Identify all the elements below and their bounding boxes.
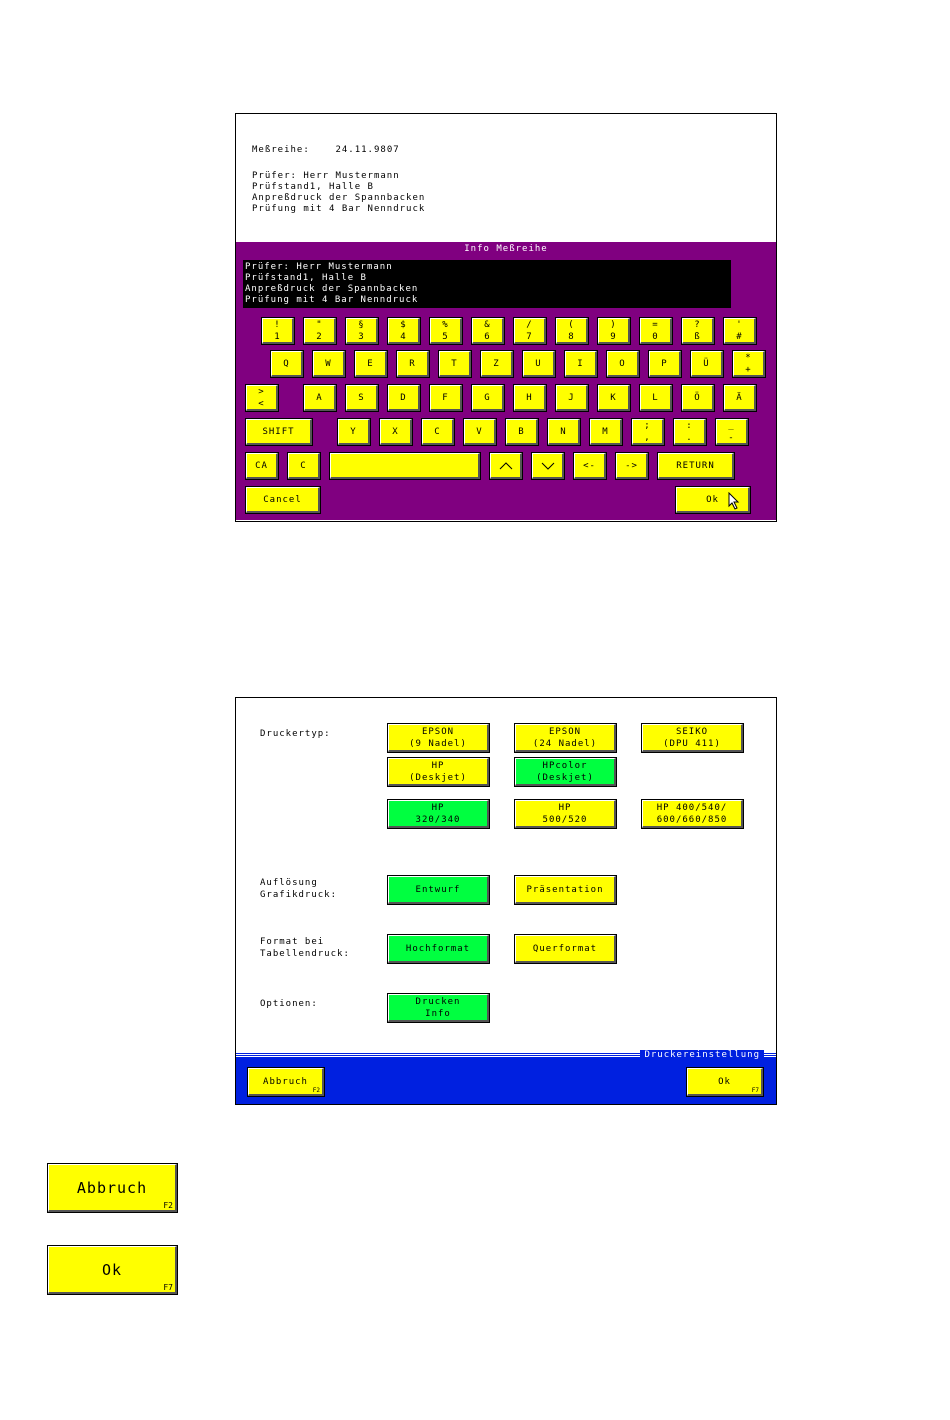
button-line: (Deskjet) (536, 772, 594, 783)
printer-epson-24-button[interactable] (515, 724, 616, 752)
arrow-down-icon (541, 462, 555, 470)
bar-title: Druckereinstellung (640, 1050, 764, 1060)
cancel-button[interactable]: Cancel (246, 487, 320, 513)
key-x[interactable]: X (380, 419, 412, 445)
key-ue[interactable]: Ü (691, 351, 723, 377)
key-3[interactable] (346, 318, 378, 344)
key-arrow-left[interactable]: <- (574, 453, 606, 479)
key-period[interactable] (674, 419, 706, 445)
key-w[interactable]: W (313, 351, 345, 377)
button-line: (24 Nadel) (532, 738, 598, 749)
printer-hpcolor-deskjet-button[interactable] (515, 758, 616, 786)
key-arrow-down[interactable] (532, 453, 564, 479)
key-0[interactable] (640, 318, 672, 344)
resolution-label: Grafikdruck: (260, 890, 338, 900)
key-shift-char: & (484, 319, 491, 330)
key-7[interactable] (514, 318, 546, 344)
button-line: 500/520 (542, 814, 588, 825)
key-plus[interactable] (733, 351, 765, 377)
arrow-up-icon (499, 462, 513, 470)
key-q[interactable]: Q (271, 351, 303, 377)
portrait-button[interactable]: Hochformat (388, 935, 489, 963)
info-line: Anpreßdruck der Spannbacken (252, 193, 426, 203)
options-label: Optionen: (260, 999, 318, 1009)
print-info-button[interactable] (388, 994, 489, 1022)
key-2[interactable] (304, 318, 336, 344)
key-hash[interactable] (724, 318, 756, 344)
key-char: 9 (610, 331, 617, 342)
button-line: (Deskjet) (409, 772, 467, 783)
key-c[interactable]: C (422, 419, 454, 445)
key-i[interactable]: I (565, 351, 597, 377)
key-d[interactable]: D (388, 385, 420, 411)
key-char: 5 (442, 331, 449, 342)
button-line: HP 400/540/ (656, 802, 728, 813)
key-shift-char: $ (400, 319, 407, 330)
key-u[interactable]: U (523, 351, 555, 377)
text-display[interactable] (243, 260, 731, 308)
key-p[interactable]: P (649, 351, 681, 377)
keyboard-dialog (235, 113, 777, 522)
key-shift-char: / (526, 319, 533, 330)
key-char: < (258, 398, 265, 409)
key-char: 3 (358, 331, 365, 342)
key-b[interactable]: B (506, 419, 538, 445)
button-line: SEIKO (675, 726, 709, 737)
button-line: HPcolor (542, 760, 588, 771)
draft-button[interactable]: Entwurf (388, 876, 489, 904)
abort-label: Abbruch (263, 1076, 308, 1087)
key-shift-char: ? (694, 319, 701, 330)
button-line: HP (431, 760, 445, 771)
key-f[interactable]: F (430, 385, 462, 411)
key-char: 8 (568, 331, 575, 342)
key-shift-char: § (358, 319, 365, 330)
key-a[interactable]: A (304, 385, 336, 411)
key-oe[interactable]: Ö (682, 385, 714, 411)
key-shift-char: _ (728, 420, 735, 431)
ok-label: Ok (101, 1260, 123, 1279)
key-arrow-up[interactable] (490, 453, 522, 479)
printer-settings-dialog (235, 697, 777, 1105)
key-shift-char: % (442, 319, 449, 330)
key-char: # (736, 331, 743, 342)
key-shift-char: = (652, 319, 659, 330)
button-line: (9 Nadel) (409, 738, 467, 749)
button-line: 320/340 (415, 814, 461, 825)
key-shift-char: : (686, 420, 693, 431)
key-char: + (745, 364, 752, 375)
key-y[interactable]: Y (338, 419, 370, 445)
printer-hp-500-520-button[interactable] (515, 800, 616, 828)
key-shift-char: ) (610, 319, 617, 330)
ok-label: Ok (706, 494, 719, 505)
printer-epson-9-button[interactable] (388, 724, 489, 752)
key-shift-char: ' (736, 319, 743, 330)
button-line: Drucken (415, 996, 461, 1007)
key-char: 1 (274, 331, 281, 342)
format-label: Tabellendruck: (260, 949, 350, 959)
function-key-label: F2 (163, 1201, 173, 1210)
ok-label: Ok (718, 1076, 731, 1087)
key-char: - (728, 432, 735, 443)
key-k[interactable]: K (598, 385, 630, 411)
presentation-button[interactable]: Präsentation (515, 876, 616, 904)
key-char: 0 (652, 331, 659, 342)
status-bar (236, 1052, 776, 1104)
key-m[interactable]: M (590, 419, 622, 445)
button-line: HP (558, 802, 572, 813)
key-shift-char: " (316, 319, 323, 330)
key-v[interactable]: V (464, 419, 496, 445)
printer-hp-320-340-button[interactable] (388, 800, 489, 828)
key-h[interactable]: H (514, 385, 546, 411)
button-line: EPSON (421, 726, 455, 737)
key-char: . (686, 432, 693, 443)
onscreen-keyboard (236, 242, 776, 520)
abort-label: Abbruch (76, 1178, 148, 1197)
key-r[interactable]: R (397, 351, 429, 377)
key-shift-char: * (745, 352, 752, 363)
shift-key[interactable]: SHIFT (246, 419, 312, 445)
display-line: Prüfung mit 4 Bar Nenndruck (245, 295, 419, 305)
info-line: Prüfstand1, Halle B (252, 182, 374, 192)
ok-button[interactable] (687, 1068, 763, 1096)
key-e[interactable]: E (355, 351, 387, 377)
key-shift-char: ( (568, 319, 575, 330)
key-arrow-right[interactable]: -> (616, 453, 648, 479)
button-line: EPSON (548, 726, 582, 737)
function-key-label: F7 (751, 1087, 759, 1094)
return-key[interactable]: RETURN (658, 453, 734, 479)
button-line: Info (425, 1008, 451, 1019)
display-line: Anpreßdruck der Spannbacken (245, 284, 419, 294)
mouse-cursor-icon (728, 492, 740, 510)
key-comma[interactable] (632, 419, 664, 445)
resolution-label: Auflösung (260, 878, 318, 888)
ok-button-large[interactable] (48, 1246, 177, 1294)
series-header (252, 145, 400, 156)
key-eszett[interactable] (682, 318, 714, 344)
clear-key[interactable]: C (288, 453, 320, 479)
key-ae[interactable]: Ä (724, 385, 756, 411)
key-minus[interactable] (716, 419, 748, 445)
abort-button[interactable] (248, 1068, 324, 1096)
key-t[interactable]: T (439, 351, 471, 377)
space-key[interactable] (330, 453, 480, 479)
key-shift-char: ; (644, 420, 651, 431)
key-char: 4 (400, 331, 407, 342)
format-label: Format bei (260, 937, 325, 947)
display-line: Prüfer: Herr Mustermann (245, 262, 393, 272)
key-char: 6 (484, 331, 491, 342)
key-z[interactable]: Z (481, 351, 513, 377)
key-char: , (644, 432, 651, 443)
series-label: Meßreihe: (252, 145, 310, 155)
button-line: 600/660/850 (656, 814, 728, 825)
keyboard-title: Info Meßreihe (464, 244, 548, 254)
key-j[interactable]: J (556, 385, 588, 411)
button-line: (DPU 411) (663, 738, 721, 749)
key-g[interactable]: G (472, 385, 504, 411)
button-line: HP (431, 802, 445, 813)
info-line: Prüfer: Herr Mustermann (252, 171, 400, 181)
key-char: ß (694, 331, 701, 342)
ok-button[interactable] (676, 487, 750, 513)
clear-all-key[interactable]: CA (246, 453, 278, 479)
key-n[interactable]: N (548, 419, 580, 445)
key-4[interactable] (388, 318, 420, 344)
printer-hp-400-850-button[interactable] (642, 800, 743, 828)
info-line: Prüfung mit 4 Bar Nenndruck (252, 204, 426, 214)
printer-type-label: Druckertyp: (260, 729, 331, 739)
key-1[interactable] (262, 318, 294, 344)
landscape-button[interactable]: Querformat (515, 935, 616, 963)
function-key-label: F7 (163, 1283, 173, 1292)
key-shift-char: ! (274, 319, 281, 330)
key-s[interactable]: S (346, 385, 378, 411)
key-char: 2 (316, 331, 323, 342)
key-9[interactable] (598, 318, 630, 344)
function-key-label: F2 (312, 1087, 320, 1094)
key-6[interactable] (472, 318, 504, 344)
key-o[interactable]: O (607, 351, 639, 377)
printer-hp-deskjet-button[interactable] (388, 758, 489, 786)
display-line: Prüfstand1, Halle B (245, 273, 367, 283)
key-l[interactable]: L (640, 385, 672, 411)
abort-button-large[interactable] (48, 1164, 177, 1212)
key-less-than[interactable] (246, 385, 278, 411)
series-value: 24.11.9807 (335, 145, 400, 155)
key-8[interactable] (556, 318, 588, 344)
key-shift-char: > (258, 386, 265, 397)
key-char: 7 (526, 331, 533, 342)
printer-seiko-button[interactable] (642, 724, 743, 752)
key-5[interactable] (430, 318, 462, 344)
